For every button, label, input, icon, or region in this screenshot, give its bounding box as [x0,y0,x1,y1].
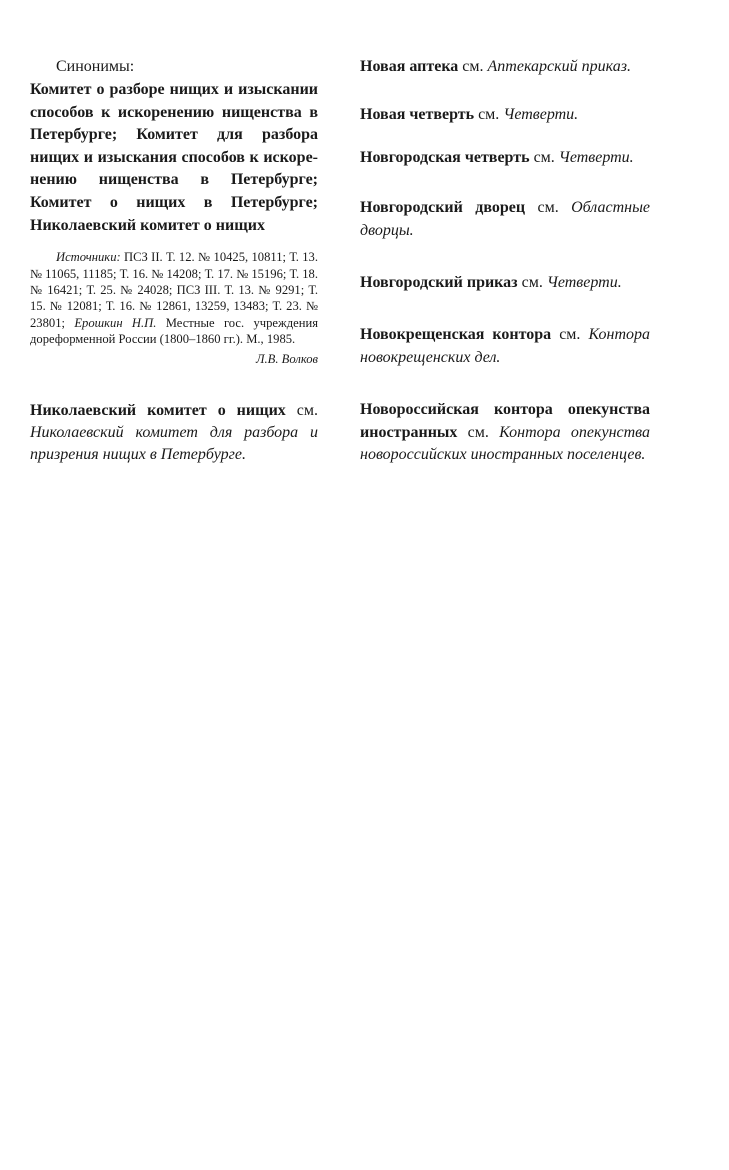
dictionary-entry [30,400,318,467]
entry-see: см. [458,58,488,75]
entry-term: Новгородский дворец [360,199,526,217]
entry-ref: Контора новокрещенских дел. [360,326,650,366]
entry-ref: Областные дворцы. [360,199,650,239]
left-column [30,56,318,467]
entry-ref: Четверти. [503,106,579,124]
entry-term: Новая аптека [360,58,459,75]
entry-see: см. [525,199,572,217]
dictionary-entry [360,56,650,78]
entry-see: см. [517,274,547,292]
entry-ref: Контора опекунства новороссийских иностранных поселенцев. [360,423,651,464]
synonyms-label: Синонимы: [56,58,135,75]
right-column [360,56,650,466]
entry-term: Николаевский комитет о нищих [30,401,286,419]
entry-ref: Николаевский комитет для разбора и призрения нищих в Петербурге. [30,424,318,464]
entry-term: Новороссийская контора опекунства иностранных [360,401,650,441]
dictionary-entry [360,272,650,294]
sources-author-ref: Ерошкин Н.П. [74,315,157,330]
sources-paragraph [30,249,318,347]
synonyms-text: Комитет о разборе нищих и изыскании способов к искоренению нищенства в Петербурге; Комитет для разбора нищих и изыскания способов к искоренению нищенства в Петербурге; Комитет о нищих в Петербурге; Николаевский комитет о нищих [30,81,318,234]
entry-ref: Аптекарский приказ. [487,58,631,75]
entry-ref: Четверти. [558,148,634,166]
sources-tail: Местные гос. учреждения дореформенной России (1800–1860 гг.). М., 1985. [30,315,318,347]
dictionary-entry [360,399,650,466]
entry-see: см. [285,401,318,419]
dictionary-entry [360,104,650,126]
entry-ref: Четверти. [546,274,622,292]
article-author: Л.В. Волков [255,351,318,366]
entry-term: Новгородская четверть [360,148,530,166]
sources-text: ПСЗ II. Т. 12. № 10425, 10811; Т. 13. № 11065, 11185; Т. 16. № 14208; Т. 17. № 15196; Т. 18. № 16421; Т. 25. № 24028; ПСЗ III. Т. 13. № 9291; Т. 15. № 12081; Т. 16. № 12861, 13259, 13483; Т. 23. № 23801; [30,250,318,330]
dictionary-entry [360,324,650,369]
entry-see: см. [529,148,559,166]
entry-see: см. [474,106,504,124]
entry-term: Новокрещенская контора [360,326,552,344]
dictionary-entry [360,147,650,169]
entry-see: см. [551,326,589,344]
sources-label: Источники: [56,250,121,265]
dictionary-entry [360,197,650,242]
entry-see: см. [457,423,500,441]
entry-term: Новгородский приказ [360,274,518,292]
entry-term: Новая четверть [360,106,475,124]
